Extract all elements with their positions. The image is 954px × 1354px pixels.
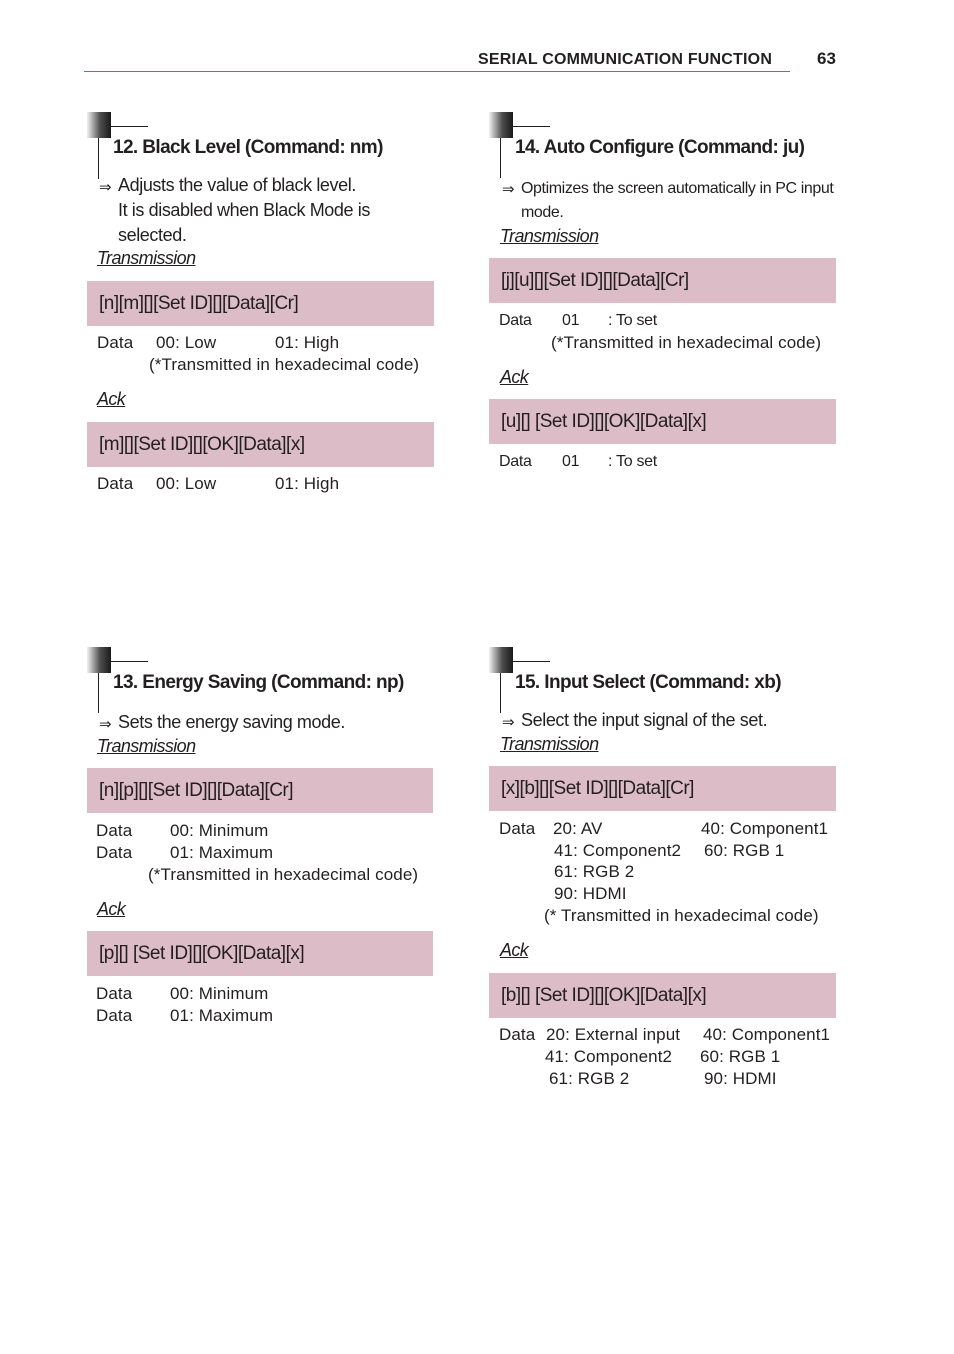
data-value: 41: Component2 — [545, 1047, 673, 1066]
section-description: ⇒ Select the input signal of the set. — [502, 708, 832, 733]
data-value: 00: Low — [156, 474, 217, 493]
transmission-label: Transmission — [97, 736, 196, 756]
hex-note: (*Transmitted in hexadecimal code) — [148, 865, 419, 884]
section-marker-line — [513, 661, 550, 662]
section-marker — [489, 112, 513, 138]
section-description: ⇒ Adjusts the value of black level. It is disabled when Black Mode is selected. — [99, 175, 370, 245]
transmission-command-box: [n][m][][Set ID][][Data][Cr] — [87, 281, 434, 326]
data-value: 90: HDMI — [704, 1069, 777, 1088]
section-marker-line — [98, 673, 99, 713]
header-rule — [84, 71, 790, 72]
data-value: 00: Minimum — [170, 821, 269, 840]
ack-label: Ack — [97, 899, 126, 919]
data-value: 41: Component2 — [554, 841, 682, 860]
section-title: 13. Energy Saving (Command: np) — [113, 672, 404, 693]
ack-label: Ack — [500, 940, 529, 960]
data-value: 90: HDMI — [554, 884, 627, 903]
data-value: 61: RGB 2 — [549, 1069, 630, 1088]
arrow-icon: ⇒ — [99, 716, 112, 733]
running-header-title: SERIAL COMMUNICATION FUNCTION — [478, 51, 773, 68]
data-value: : To set — [608, 453, 657, 470]
section-marker — [489, 647, 513, 673]
data-label: Data — [96, 821, 133, 840]
section-marker-line — [500, 673, 501, 713]
data-label: Data — [97, 333, 134, 352]
data-value: 01: High — [275, 333, 340, 352]
ack-command-box: [p][] [Set ID][][OK][Data][x] — [87, 931, 433, 976]
section-marker-line — [513, 126, 550, 127]
section-marker — [87, 647, 111, 673]
data-value: 01: High — [275, 474, 340, 493]
arrow-icon: ⇒ — [502, 181, 515, 198]
data-value: 01: Maximum — [170, 843, 274, 862]
data-value: 00: Low — [156, 333, 217, 352]
data-value: 00: Minimum — [170, 984, 269, 1003]
ack-label: Ack — [500, 367, 529, 387]
ack-command-box: [m][][Set ID][][OK][Data][x] — [87, 422, 434, 467]
section-marker-line — [500, 138, 501, 178]
transmission-label: Transmission — [500, 734, 599, 754]
data-label: Data — [96, 1006, 133, 1025]
transmission-label: Transmission — [97, 248, 196, 268]
data-label: Data — [499, 312, 532, 329]
data-value: 61: RGB 2 — [554, 862, 635, 881]
transmission-command-box: [j][u][][Set ID][][Data][Cr] — [489, 258, 836, 303]
ack-command-box: [b][] [Set ID][][OK][Data][x] — [489, 973, 836, 1018]
page-number: 63 — [817, 49, 836, 68]
section-description: ⇒ Sets the energy saving mode. — [99, 710, 429, 735]
ack-command-box: [u][] [Set ID][][OK][Data][x] — [489, 399, 836, 444]
hex-note: (* Transmitted in hexadecimal code) — [544, 906, 819, 925]
data-value: 60: RGB 1 — [700, 1047, 781, 1066]
section-title: 12. Black Level (Command: nm) — [113, 137, 383, 158]
data-value: 40: Component1 — [701, 819, 829, 838]
data-value: 01 — [562, 453, 580, 470]
data-label: Data — [499, 819, 536, 838]
ack-label: Ack — [97, 389, 126, 409]
data-value: 40: Component1 — [703, 1025, 831, 1044]
transmission-command-box: [x][b][][Set ID][][Data][Cr] — [489, 766, 836, 811]
section-marker-line — [111, 661, 148, 662]
data-value: 01 — [562, 312, 580, 329]
section-description: ⇒ Optimizes the screen automatically in PC input mode. — [502, 180, 834, 221]
transmission-command-box: [n][p][][Set ID][][Data][Cr] — [87, 768, 433, 813]
arrow-icon: ⇒ — [502, 714, 515, 731]
data-value: 60: RGB 1 — [704, 841, 785, 860]
section-marker-line — [111, 126, 148, 127]
data-value: 01: Maximum — [170, 1006, 274, 1025]
hex-note: (*Transmitted in hexadecimal code) — [149, 355, 420, 374]
data-label: Data — [499, 453, 532, 470]
transmission-label: Transmission — [500, 226, 599, 246]
data-label: Data — [96, 843, 133, 862]
data-value: 20: External input — [546, 1025, 681, 1044]
data-label: Data — [499, 1025, 536, 1044]
data-value: 20: AV — [553, 819, 603, 838]
arrow-icon: ⇒ — [99, 179, 112, 196]
section-title: 15. Input Select (Command: xb) — [515, 672, 781, 693]
data-label: Data — [97, 474, 134, 493]
hex-note: (*Transmitted in hexadecimal code) — [551, 333, 822, 352]
section-title: 14. Auto Configure (Command: ju) — [515, 137, 805, 158]
section-marker — [87, 112, 111, 138]
data-value: : To set — [608, 312, 657, 329]
data-label: Data — [96, 984, 133, 1003]
